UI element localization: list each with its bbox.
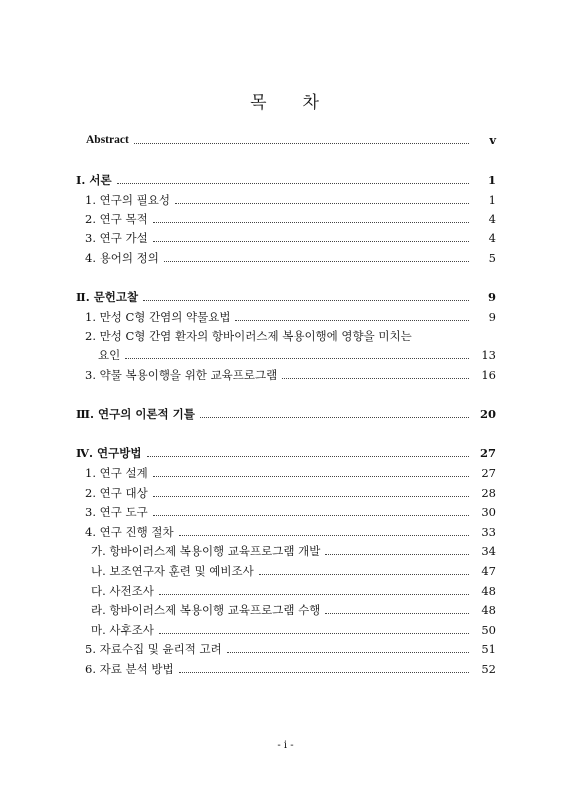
dot-leader (325, 613, 469, 614)
toc-page-number: 48 (481, 584, 496, 598)
toc-page-number: 50 (481, 623, 496, 637)
toc-label: 3. 약물 복용이행을 위한 교육프로그램 (85, 368, 278, 382)
toc-entry-4-4-d[interactable] (91, 603, 496, 617)
toc-label: 나. 보조연구자 훈련 및 예비조사 (91, 564, 254, 578)
dot-leader (125, 358, 469, 359)
dot-leader (325, 554, 469, 555)
dot-leader (175, 203, 469, 204)
toc-page-number: 33 (481, 525, 496, 539)
toc-label: 3. 연구 가설 (85, 231, 148, 245)
dot-leader (159, 594, 469, 595)
toc-label: 1. 연구 설계 (85, 466, 148, 480)
title-part-1: 목 (250, 93, 269, 113)
dot-leader (259, 574, 469, 575)
dot-leader (153, 222, 469, 223)
dot-leader (179, 535, 469, 536)
dot-leader (282, 378, 469, 379)
toc-label: 마. 사후조사 (91, 623, 154, 637)
toc-entry-1-2[interactable] (85, 212, 496, 226)
toc-label: 4. 연구 진행 절차 (85, 525, 174, 539)
toc-entry-1-4[interactable] (85, 251, 496, 265)
toc-label: Abstract (86, 134, 129, 146)
toc-entry-4-6[interactable] (85, 662, 496, 676)
dot-leader (153, 241, 469, 242)
toc-label: 4. 용어의 정의 (85, 251, 159, 265)
dot-leader (147, 456, 470, 457)
toc-label: 3. 연구 도구 (85, 505, 148, 519)
dot-leader (134, 143, 469, 144)
toc-entry-2-3[interactable] (85, 368, 496, 382)
toc-entry-chapter-3[interactable] (76, 407, 496, 421)
toc-entry-2-2[interactable] (98, 348, 496, 362)
dot-leader (117, 183, 469, 184)
toc-entry-4-3[interactable] (85, 505, 496, 519)
dot-leader (164, 261, 469, 262)
toc-label: 가. 항바이러스제 복용이행 교육프로그램 개발 (91, 544, 321, 558)
toc-label: 6. 자료 분석 방법 (85, 662, 174, 676)
toc-page-number: 13 (481, 348, 496, 362)
toc-page-number: 52 (481, 662, 496, 676)
page-footer-number: - i - (277, 740, 294, 751)
toc-page-number: 1 (488, 193, 496, 207)
toc-page-number: v (489, 133, 496, 147)
toc-entry-1-1[interactable] (85, 193, 496, 207)
toc-label: 요인 (98, 348, 121, 362)
dot-leader (143, 300, 469, 301)
toc-entry-1-3[interactable] (85, 231, 496, 245)
toc-label: Ⅰ. 서론 (76, 173, 112, 187)
dot-leader (227, 652, 469, 653)
dot-leader (159, 633, 469, 634)
toc-entry-2-2-first-line[interactable]: 2. 만성 C형 간염 환자의 항바이러스제 복용이행에 영향을 미치는 (85, 329, 412, 343)
toc-entry-chapter-2[interactable] (76, 290, 496, 304)
title-part-2: 차 (302, 93, 321, 113)
toc-entry-4-1[interactable] (85, 466, 496, 480)
toc-entry-chapter-4[interactable] (76, 446, 496, 460)
toc-entry-4-4[interactable] (85, 525, 496, 539)
toc-entry-2-1[interactable] (85, 310, 496, 324)
toc-page-number: 16 (481, 368, 496, 382)
toc-entry-4-2[interactable] (85, 486, 496, 500)
toc-page-number: 9 (487, 290, 496, 304)
toc-label: 1. 만성 C형 간염의 약물요법 (85, 310, 231, 324)
dot-leader (153, 476, 469, 477)
toc-entry-4-4-b[interactable] (91, 564, 496, 578)
toc-label: 5. 자료수집 및 윤리적 고려 (85, 642, 222, 656)
toc-entry-chapter-1[interactable] (76, 173, 496, 187)
toc-entry-4-4-c[interactable] (91, 584, 496, 598)
toc-label: Ⅱ. 문헌고찰 (76, 290, 139, 304)
dot-leader (235, 320, 469, 321)
toc-entry-abstract[interactable] (86, 133, 496, 147)
toc-label: 1. 연구의 필요성 (85, 193, 170, 207)
toc-label: 2. 연구 목적 (85, 212, 148, 226)
toc-entry-4-5[interactable] (85, 642, 496, 656)
toc-page-number: 51 (481, 642, 496, 656)
dot-leader (153, 496, 469, 497)
toc-page-number: 47 (481, 564, 496, 578)
toc-label: Ⅲ. 연구의 이론적 기틀 (76, 407, 195, 421)
toc-page-number: 5 (488, 251, 496, 265)
toc-page-number: 1 (487, 173, 496, 187)
toc-page-number: 4 (488, 231, 496, 245)
toc-page-number: 20 (479, 407, 496, 421)
dot-leader (179, 672, 469, 673)
toc-page-number: 9 (488, 310, 496, 324)
toc-entry-4-4-a[interactable] (91, 544, 496, 558)
toc-label: 다. 사전조사 (91, 584, 154, 598)
toc-page-number: 27 (481, 466, 496, 480)
dot-leader (200, 417, 469, 418)
toc-label: 2. 연구 대상 (85, 486, 148, 500)
toc-page-number: 34 (481, 544, 496, 558)
toc-page-number: 28 (481, 486, 496, 500)
toc-page-number: 30 (481, 505, 496, 519)
dot-leader (153, 515, 469, 516)
page-title (0, 88, 571, 113)
toc-page-number: 27 (479, 446, 496, 460)
toc-entry-4-4-e[interactable] (91, 623, 496, 637)
toc-label: 라. 항바이러스제 복용이행 교육프로그램 수행 (91, 603, 321, 617)
toc-page-number: 4 (488, 212, 496, 226)
toc-page-number: 48 (481, 603, 496, 617)
toc-label: Ⅳ. 연구방법 (76, 446, 142, 460)
